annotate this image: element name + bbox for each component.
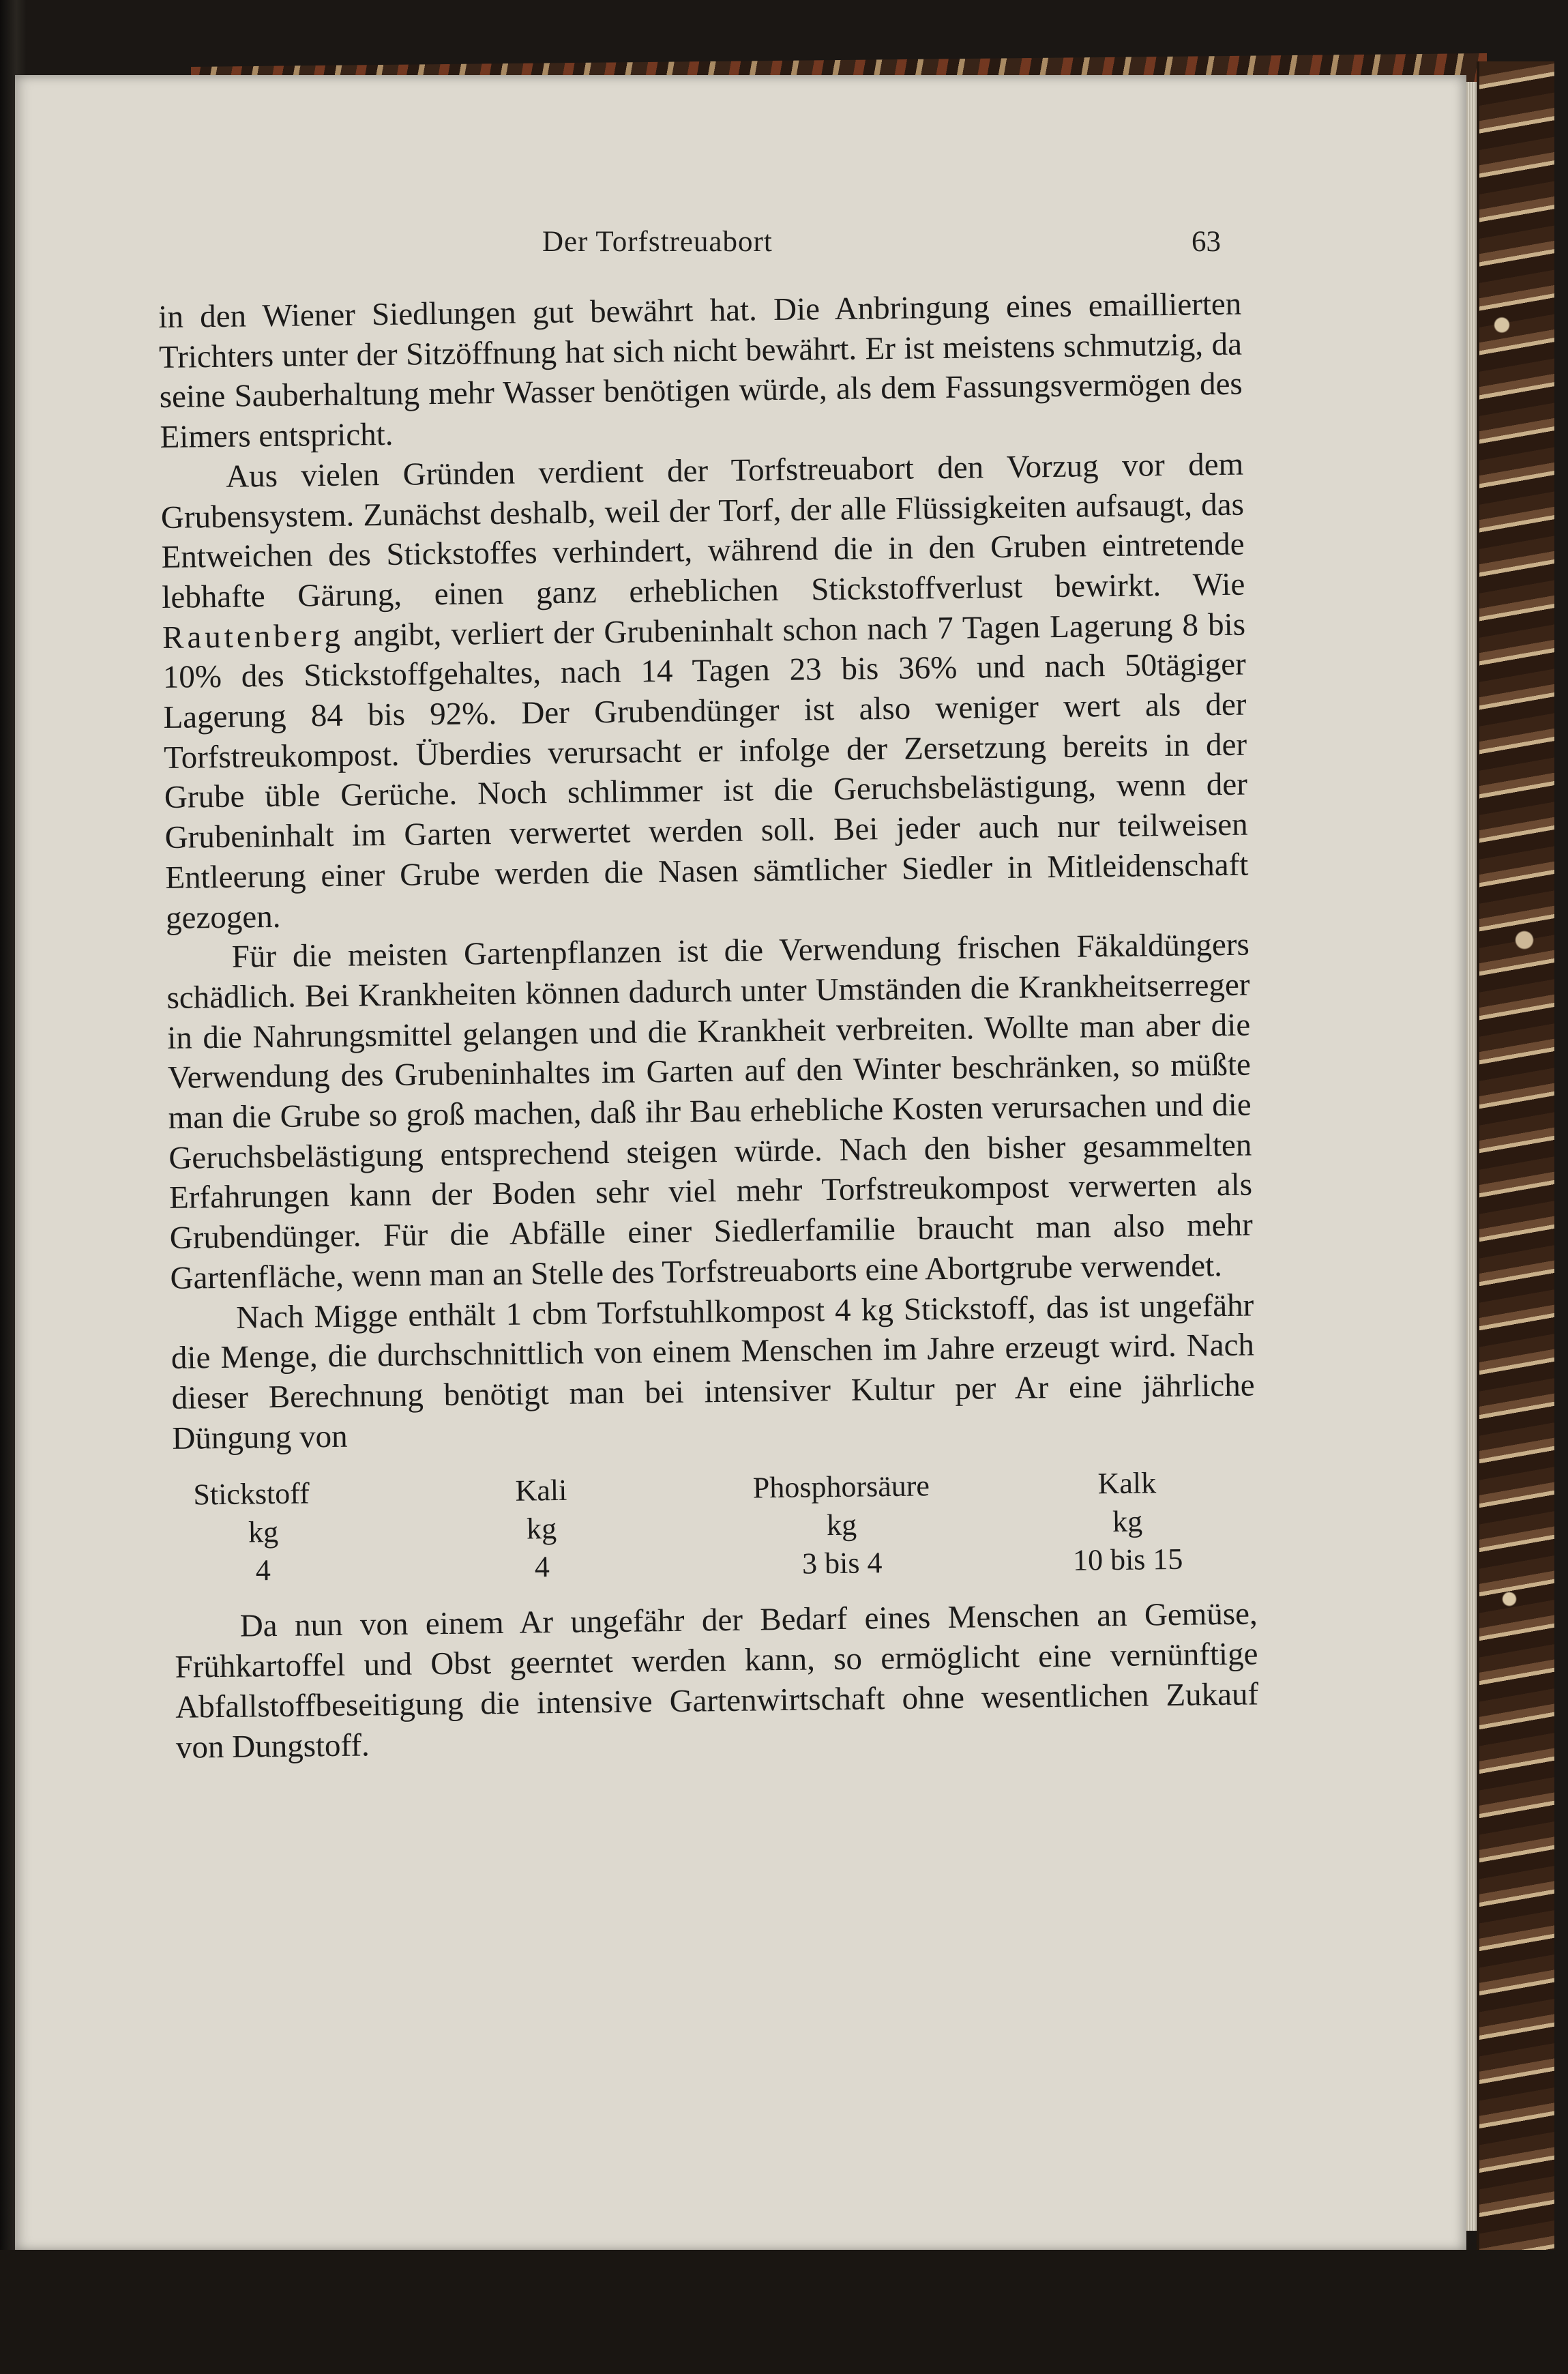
table-header-cell: Stickstoff (193, 1476, 310, 1512)
paragraph-2 (160, 444, 1249, 938)
table-header-cell: Kali (515, 1474, 567, 1508)
table-unit-cell: kg (248, 1515, 279, 1549)
running-title: Der Torfstreuabort (542, 226, 773, 258)
body-text (158, 284, 1259, 1768)
author-name: Rautenberg (162, 617, 344, 656)
table-unit-cell: kg (526, 1512, 557, 1546)
paragraph-1: in den Wiener Siedlungen gut bewährt hat. Die Anbringung eines emaillierten Trichters unter der Sitzöffnung hat sich nicht bewährt. Er ist meistens schmutzig, da seine Sauberhaltung mehr Wasser benötigen würde, als dem Fassungsvermögen des Eimers entspricht. (158, 286, 1243, 456)
table-value-cell: 10 bis 15 (1072, 1542, 1183, 1578)
running-head (0, 225, 1568, 266)
table-value-cell: 4 (534, 1550, 550, 1584)
fertilizer-table (173, 1463, 1257, 1591)
page-number: 63 (1192, 226, 1221, 258)
table-unit-cell: kg (826, 1508, 857, 1542)
paragraph-4: Nach Migge enthält 1 cbm Torfstuhlkompost 4 kg Stickstoff, das ist ungefähr die Menge, die durchschnittlich von einem Menschen im Jahre erzeugt wird. Nach dieser Berechnung benötigt man bei intensiver Kultur per Ar eine jährliche Düngung von (171, 1287, 1255, 1456)
table-value-cell: 4 (255, 1553, 271, 1587)
paragraph-2-part-b: angibt, verliert der Grubeninhalt schon nach 7 Tagen Lagerung 8 bis 10% des Stickstoffgehaltes, nach 14 Tagen 23 bis 36% und nach 50tägiger Lagerung 84 bis 92%. Der Grubendünger ist also weniger wert als der Torfstreukompost. Überdies verursacht er infolge der Zersetzung bereits in der Grube üble Gerüche. Noch schlimmer ist die Geruchsbelästigung, wenn der Grubeninhalt im Garten verwertet werden soll. Bei jeder auch nur teilweisen Entleerung einer Grube werden die Nasen sämtlicher Siedler in Mitleidenschaft gezogen. (162, 606, 1249, 936)
table-header-cell: Kalk (1097, 1466, 1157, 1501)
paragraph-3: Für die meisten Gartenpflanzen ist die Verwendung frischen Fäkaldüngers schädlich. Bei Krankheiten können dadurch unter Umständen die Krankheitserreger in die Nahrungsmittel gelangen und die Krankheit verbreiten. Wollte man aber die Verwendung des Grubeninhaltes im Garten auf den Winter beschränken, so müßte man die Grube so groß machen, daß ihr Bau erhebliche Kosten verursachen und die Geruchsbelästigung entsprechend steigen würde. Nach den bisher gesammelten Erfahrungen kann der Boden sehr viel mehr Torfstreukompost verwerten als Grubendünger. Für die Abfälle einer Siedlerfamilie braucht man also mehr Gartenfläche, wenn man an Stelle des Torfstreuaborts eine Abortgrube verwendet. (166, 926, 1254, 1296)
table-header-cell: Phosphorsäure (752, 1469, 930, 1505)
table-unit-cell: kg (1112, 1504, 1143, 1539)
table-value-cell: 3 bis 4 (801, 1546, 883, 1581)
book-cover-bottom (0, 2250, 1568, 2374)
paragraph-2-part-a: Aus vielen Gründen verdient der Torfstreuabort den Vorzug vor dem Grubensystem. Zunächst deshalb, weil der Torf, der alle Flüssigkeiten aufsaugt, das Entweichen des Stickstoffes verhindert, während die in den Gruben eintretende lebhafte Gärung, einen ganz erheblichen Stickstoffverlust bewirkt. Wie (160, 446, 1245, 615)
paragraph-5: Da nun von einem Ar ungefähr der Bedarf eines Menschen an Gemüse, Frühkartoffel und Obst geerntet werden kann, so ermöglicht eine vernünftige Abfallstoffbeseitigung die intensive Gartenwirtschaft ohne wesentlichen Zukauf von Dungstoff. (175, 1596, 1259, 1765)
marbled-cover-right (1477, 61, 1554, 2258)
